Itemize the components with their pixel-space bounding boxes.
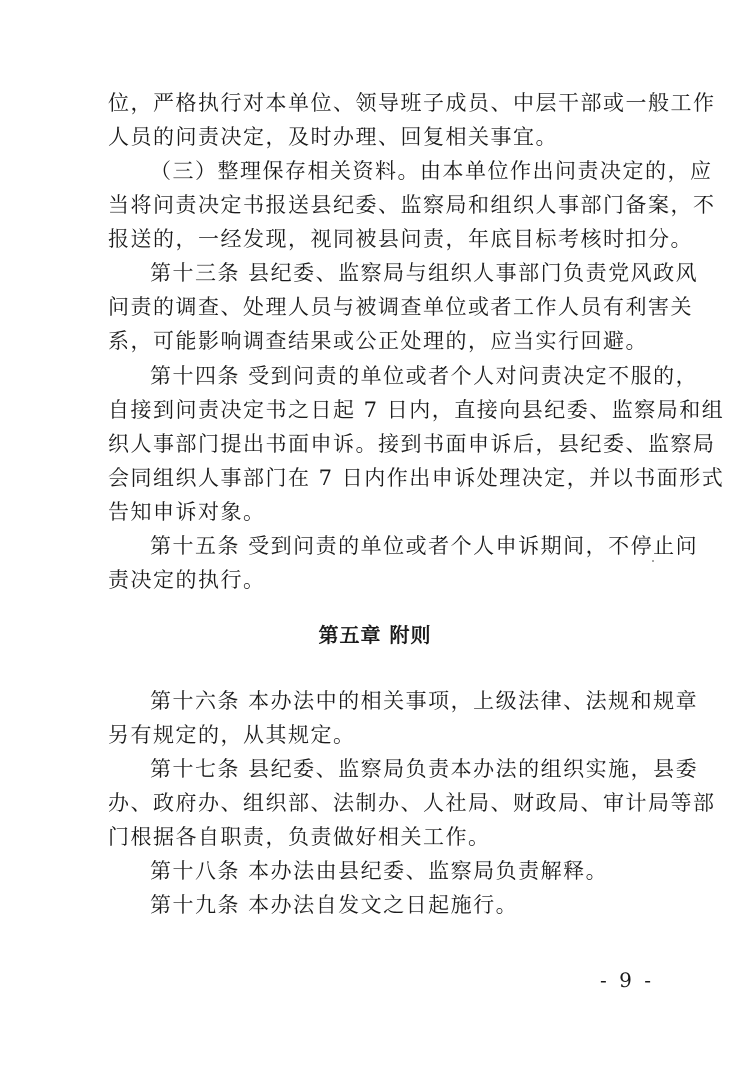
scan-speck bbox=[652, 560, 654, 562]
body-line: 门根据各自职责，负责做好相关工作。 bbox=[108, 825, 491, 849]
chapter-heading: 第五章 附则 bbox=[318, 623, 432, 647]
body-line: 系，可能影响调查结果或公正处理的，应当实行回避。 bbox=[108, 329, 648, 353]
body-line: 第十九条 本办法自发文之日起施行。 bbox=[150, 893, 519, 917]
body-line: 第十三条 县纪委、监察局与组织人事部门负责党风政风 bbox=[150, 261, 699, 285]
body-line: 自接到问责决定书之日起 7 日内，直接向县纪委、监察局和组 bbox=[108, 398, 725, 422]
body-line: 责决定的执行。 bbox=[108, 568, 266, 592]
body-line: 会同组织人事部门在 7 日内作出申诉处理决定，并以书面形式 bbox=[108, 466, 725, 490]
body-line: 告知申诉对象。 bbox=[108, 500, 266, 524]
body-line: 第十八条 本办法由县纪委、监察局负责解释。 bbox=[150, 859, 609, 883]
page-number: - 9 - bbox=[600, 968, 654, 992]
body-line: 位，严格执行对本单位、领导班子成员、中层干部或一般工作 bbox=[108, 91, 716, 115]
body-line: 第十六条 本办法中的相关事项，上级法律、法规和规章 bbox=[150, 689, 699, 713]
body-line: 织人事部门提出书面申诉。接到书面申诉后，县纪委、监察局 bbox=[108, 432, 716, 456]
body-line: 另有规定的，从其规定。 bbox=[108, 723, 356, 747]
body-line: 当将问责决定书报送县纪委、监察局和组织人事部门备案，不 bbox=[108, 193, 716, 217]
body-line: 第十四条 受到问责的单位或者个人对问责决定不服的， bbox=[150, 364, 699, 388]
body-line: 办、政府办、组织部、法制办、人社局、财政局、审计局等部 bbox=[108, 791, 716, 815]
body-line: 报送的，一经发现，视同被县问责，年底目标考核时扣分。 bbox=[108, 227, 693, 251]
body-line: （三）整理保存相关资料。由本单位作出问责决定的，应 bbox=[150, 159, 713, 183]
body-line: 第十五条 受到问责的单位或者个人申诉期间，不停止问 bbox=[150, 534, 699, 558]
body-line: 人员的问责决定，及时办理、回复相关事宜。 bbox=[108, 125, 558, 149]
body-line: 第十七条 县纪委、监察局负责本办法的组织实施，县委 bbox=[150, 757, 699, 781]
body-line: 问责的调查、处理人员与被调查单位或者工作人员有利害关 bbox=[108, 295, 693, 319]
